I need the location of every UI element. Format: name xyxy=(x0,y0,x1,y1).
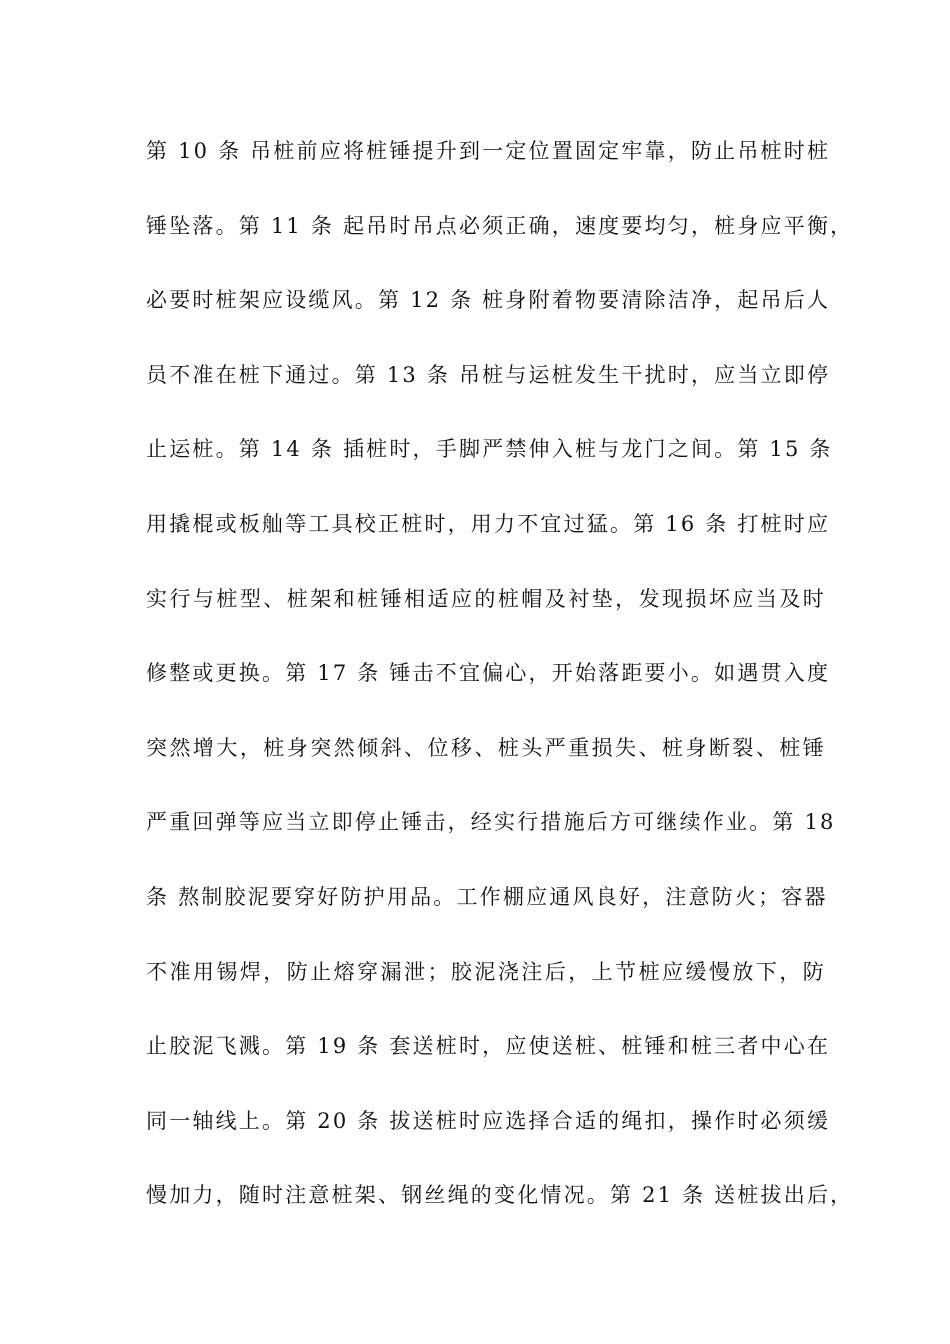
text-line-4: 员不准在桩下通过。第 13 条 吊桩与运桩发生干扰时，应当立即停 xyxy=(146,362,831,387)
text-line-6: 用撬棍或板舢等工具校正桩时，用力不宜过猛。第 16 条 打桩时应 xyxy=(146,511,831,536)
text-line-15: 慢加力，随时注意桩架、钢丝绳的变化情况。第 21 条 送桩拔出后， xyxy=(146,1183,854,1208)
text-line-5: 止运桩。第 14 条 插桩时，手脚严禁伸入桩与龙门之间。第 15 条 xyxy=(146,437,833,462)
text-line-12: 不准用锡焊，防止熔穿漏泄；胶泥浇注后，上节桩应缓慢放下，防 xyxy=(146,959,826,984)
text-line-1: 第 10 条 吊桩前应将桩锤提升到一定位置固定牢靠，防止吊桩时桩 xyxy=(146,139,831,163)
text-line-8: 修整或更换。第 17 条 锤击不宜偏心，开始落距要小。如遇贯入度 xyxy=(146,661,831,686)
text-line-13: 止胶泥飞溅。第 19 条 套送桩时，应使送桩、桩锤和桩三者中心在 xyxy=(146,1034,831,1059)
text-line-10: 严重回弹等应当立即停止锤击，经实行措施后方可继续作业。第 18 xyxy=(146,810,836,835)
text-line-11: 条 熬制胶泥要穿好防护用品。工作棚应通风良好，注意防火；容器 xyxy=(146,884,828,909)
text-line-14: 同一轴线上。第 20 条 拔送桩时应选择合适的绳扣，操作时必须缓 xyxy=(146,1108,831,1133)
text-line-2: 锤坠落。第 11 条 起吊时吊点必须正确，速度要均匀，桩身应平衡， xyxy=(146,213,854,238)
body-text xyxy=(146,131,854,1250)
text-line-7: 实行与桩型、桩架和桩锤相适应的桩帽及衬垫，发现损坏应当及时 xyxy=(146,586,826,611)
text-line-3: 必要时桩架应设缆风。第 12 条 桩身附着物要清除洁净，起吊后人 xyxy=(146,288,831,313)
text-line-9: 突然增大，桩身突然倾斜、位移、桩头严重损失、桩身断裂、桩锤 xyxy=(146,735,826,760)
